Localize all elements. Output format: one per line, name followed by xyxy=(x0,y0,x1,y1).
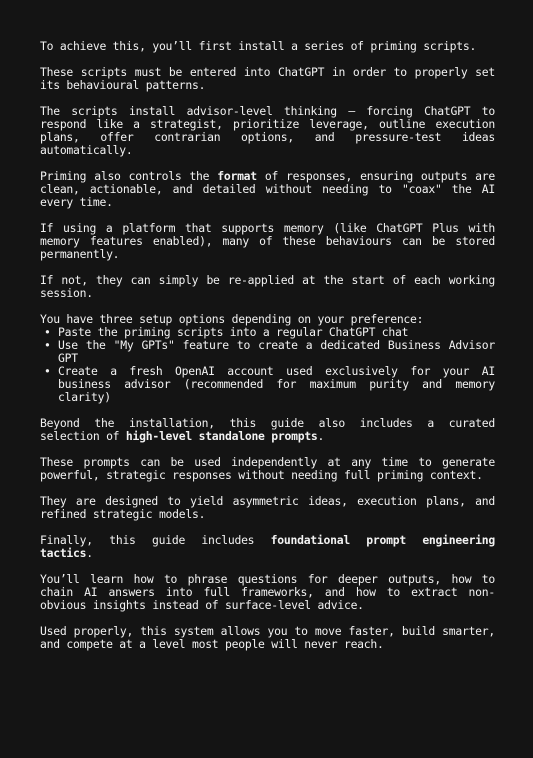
bold-term-standalone-prompts: high-level standalone prompts xyxy=(125,429,318,443)
text-run: of responses, ensuring outputs are clean, actionable, and detailed without needing to "coax" the AI every time. xyxy=(40,169,495,209)
advisor-thinking-paragraph: The scripts install advisor-level thinking — forcing ChatGPT to respond like a strategist, prioritize leverage, outline execution plans, offer contrarian options, and pressure-test ideas automatically. xyxy=(40,104,495,157)
list-item: • Create a fresh OpenAI account used exclusively for your AI business advisor (recommended for maximum purity and memory clarity) xyxy=(58,365,495,404)
text-run: . xyxy=(86,546,93,560)
learning-paragraph: You’ll learn how to phrase questions for deeper outputs, how to chain AI answers into full frameworks, and how to extract non-obvious insights instead of surface-level advice. xyxy=(40,572,495,612)
list-item: • Paste the priming scripts into a regular ChatGPT chat xyxy=(58,326,495,339)
bold-term-tactics: foundational prompt engineering tactics xyxy=(40,533,496,560)
tactics-paragraph xyxy=(40,534,495,560)
list-item: • Use the "My GPTs" feature to create a dedicated Business Advisor GPT xyxy=(58,339,495,365)
memory-paragraph: If using a platform that supports memory (like ChatGPT Plus with memory features enabled), many of these behaviours can be stored permanently. xyxy=(40,221,495,261)
closing-paragraph: Used properly, this system allows you to move faster, build smarter, and compete at a level most people will never reach. xyxy=(40,624,495,651)
text-run: . xyxy=(317,429,325,443)
text-run: Beyond the installation, this guide also includes a curated selection of xyxy=(40,416,495,443)
document-page xyxy=(40,40,495,664)
scripts-paragraph: These scripts must be entered into ChatGPT in order to properly set its behavioural patterns. xyxy=(40,65,495,92)
setup-options-list xyxy=(40,326,495,404)
asymmetric-ideas-paragraph: They are designed to yield asymmetric ideas, execution plans, and refined strategic models. xyxy=(40,494,495,521)
prompts-usage-paragraph: These prompts can be used independently at any time to generate powerful, strategic responses without needing full priming context. xyxy=(40,455,495,482)
bold-term-format: format xyxy=(217,169,257,183)
intro-paragraph: To achieve this, you’ll first install a series of priming scripts. xyxy=(40,39,477,53)
text-run: Priming also controls the xyxy=(40,169,218,183)
setup-options-intro: You have three setup options depending on your preference: xyxy=(40,312,424,326)
reapply-paragraph: If not, they can simply be re-applied at the start of each working session. xyxy=(40,273,495,300)
standalone-prompts-paragraph xyxy=(40,417,495,443)
text-run: Finally, this guide includes xyxy=(40,533,271,547)
priming-format-paragraph xyxy=(40,170,495,209)
